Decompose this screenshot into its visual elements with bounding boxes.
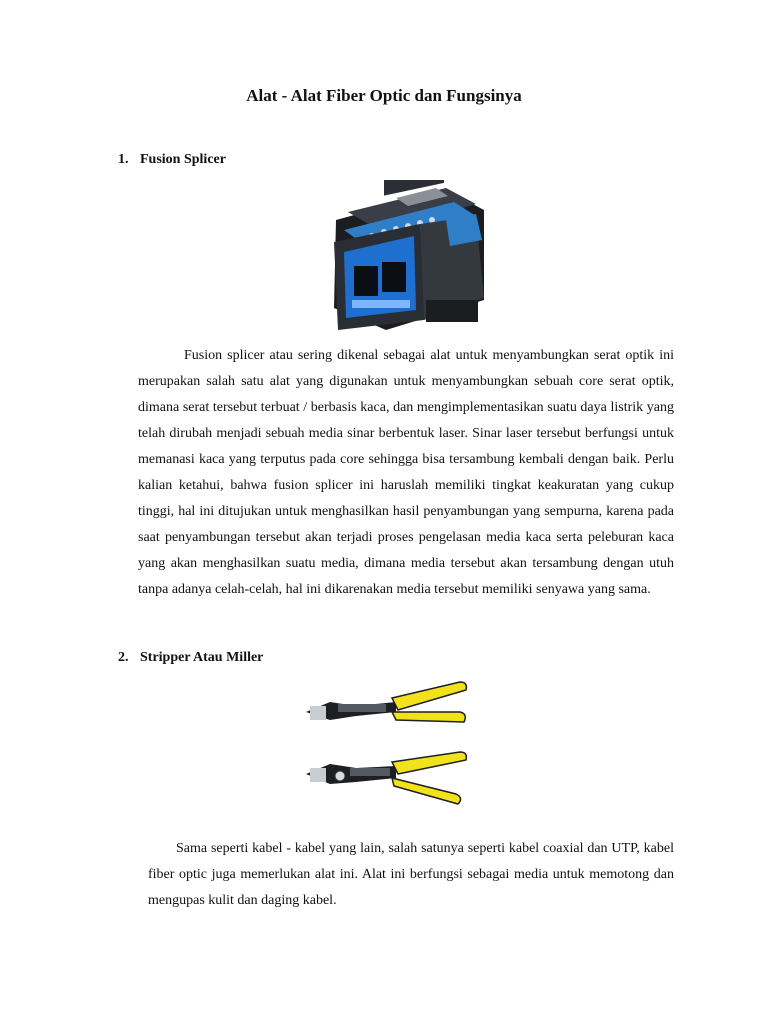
page-title: Alat - Alat Fiber Optic dan Fungsinya <box>246 86 522 105</box>
section-number: 1. <box>118 152 129 167</box>
section-heading-fusion-splicer <box>118 152 226 168</box>
section-title: Stripper Atau Miller <box>140 650 264 665</box>
section-number: 2. <box>118 650 129 665</box>
section-heading-stripper <box>118 650 263 666</box>
fusion-splicer-image <box>326 180 494 338</box>
section-paragraph-fusion-splicer: Fusion splicer atau sering dikenal sebagai alat untuk menyambungkan serat optik ini merupakan salah satu alat yang digunakan untuk menyambungkan sebuah core serat optik, dimana serat tersebut terbuat / berbasis kaca, dan mengimplementasikan suatu daya listrik yang telah dirubah menjadi sebuah media sinar berbentuk laser. Sinar laser tersebut berfungsi untuk memanasi kaca yang terputus pada core sehingga bisa tersambung kembali dengan baik. Perlu kalian ketahui, bahwa fusion splicer ini haruslah memiliki tingkat keakuratan yang cukup tinggi, hal ini ditujukan untuk menghasilkan hasil penyambungan yang sempurna, karena pada saat penyambungan tersebut akan terjadi proses pengelasan media kaca serta peleburan kaca yang akan menghasilkan suatu media, dimana media tersebut akan tersambung dengan utuh tanpa adanya celah-celah, hal ini dikarenakan media tersebut memiliki senyawa yang sama. <box>138 348 674 597</box>
section-title: Fusion Splicer <box>140 152 226 167</box>
section-paragraph-stripper: Sama seperti kabel - kabel yang lain, salah satunya seperti kabel coaxial dan UTP, kabel fiber optic juga memerlukan alat ini. Alat ini berfungsi sebagai media untuk memotong dan mengupas kulit dan daging kabel. <box>148 841 674 908</box>
stripper-tools-image <box>300 676 472 822</box>
